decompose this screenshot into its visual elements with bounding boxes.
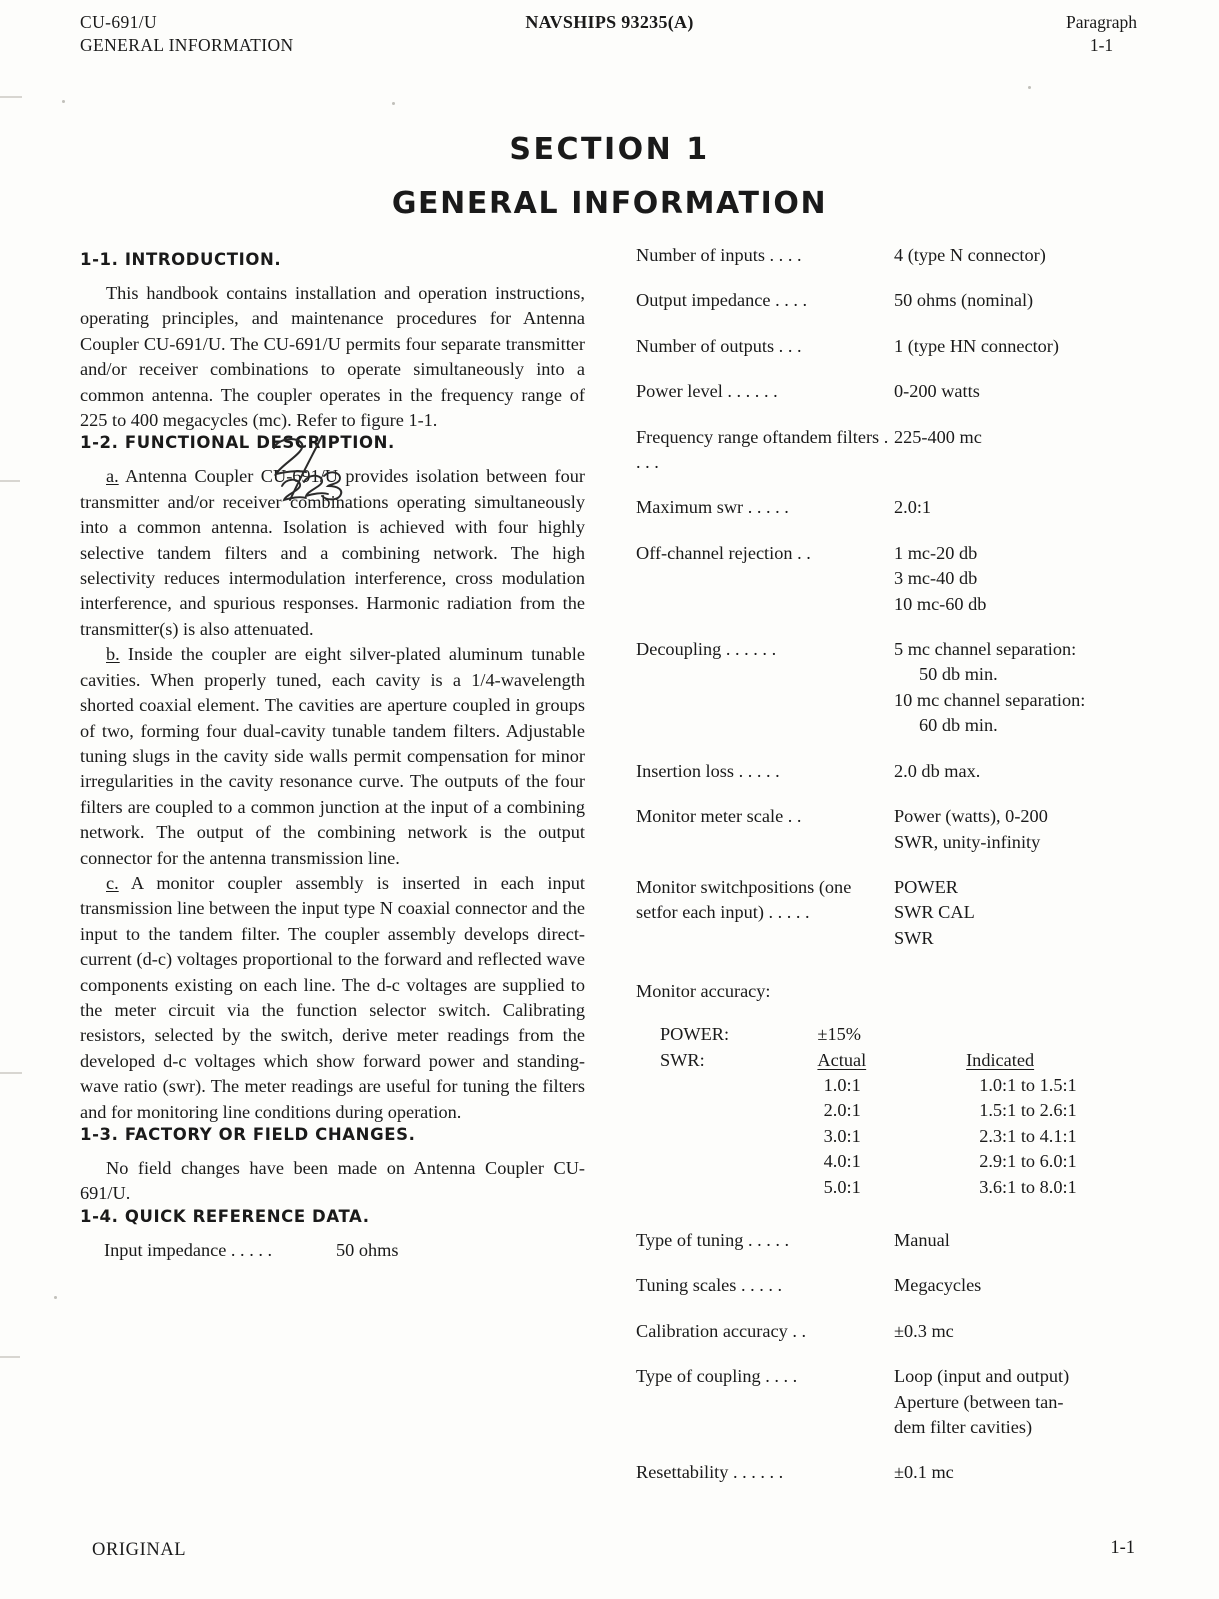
accuracy-indicated: 2.3:1 to 4.1:1 xyxy=(979,1125,1077,1146)
text-line: Insertion loss . . . . . xyxy=(636,760,780,781)
spec-row xyxy=(636,1319,1141,1344)
text-line: 50 db min. xyxy=(919,664,998,685)
spec-row xyxy=(636,243,1141,268)
accuracy-indicated: 3.6:1 to 8.0:1 xyxy=(979,1176,1077,1197)
accuracy-cell xyxy=(660,1175,806,1200)
text-line: Frequency range of xyxy=(636,426,779,447)
margin-scuff xyxy=(0,1356,20,1358)
accuracy-cell: Actual xyxy=(817,1049,867,1070)
text-line: Megacycles xyxy=(894,1275,982,1296)
margin-scuff xyxy=(0,96,22,98)
specification-list xyxy=(636,243,1141,951)
text-line: ±0.3 mc xyxy=(894,1320,954,1341)
spec-value xyxy=(894,1273,1134,1298)
accuracy-cell: Indicated xyxy=(966,1049,1035,1070)
spec-value xyxy=(894,495,1134,520)
accuracy-row xyxy=(660,1175,1141,1200)
text-line: Monitor meter scale . . xyxy=(636,806,802,827)
monitor-accuracy-table xyxy=(660,1022,1141,1200)
paragraph-c xyxy=(80,871,585,1125)
accuracy-row xyxy=(660,1098,1141,1123)
spec-value xyxy=(894,288,1134,313)
item-letter-b: b. xyxy=(106,644,120,665)
running-head-left-line1: CU-691/U xyxy=(80,12,158,32)
accuracy-row xyxy=(660,1022,1141,1047)
accuracy-cell xyxy=(660,1073,806,1098)
text-line: tandem filters . . . . xyxy=(636,426,889,473)
text-line: Type of coupling . . . . xyxy=(636,1366,798,1387)
text-line: 2.0 db max. xyxy=(894,760,981,781)
text-line: POWER xyxy=(894,876,958,897)
accuracy-row xyxy=(660,1124,1141,1149)
text-line: Monitor switch xyxy=(636,876,749,897)
paragraph-b xyxy=(80,642,585,871)
spec-label xyxy=(636,288,894,313)
spec-row xyxy=(636,1228,1141,1253)
spec-label xyxy=(636,379,894,404)
spec-value xyxy=(894,379,1134,404)
accuracy-cell: SWR: xyxy=(660,1049,705,1070)
text-line: Power (watts), 0-200 xyxy=(894,806,1048,827)
accuracy-actual: 3.0:1 xyxy=(823,1125,861,1146)
text-line: 4 (type N connector) xyxy=(894,245,1046,265)
paragraph-factory-field-changes: No field changes have been made on Antenna Coupler CU-691/U. xyxy=(80,1158,585,1204)
spec-label xyxy=(636,495,894,520)
text-line: 50 ohms (nominal) xyxy=(894,290,1034,311)
spec-label xyxy=(636,541,894,566)
running-head-center: NAVSHIPS 93235(A) xyxy=(525,12,694,32)
accuracy-cell: POWER: xyxy=(660,1024,730,1045)
text-line: 5 mc channel separation: xyxy=(894,639,1077,660)
margin-speck xyxy=(1028,86,1031,89)
text-line: Number of outputs . . . xyxy=(636,335,802,356)
specification-list-continued xyxy=(636,1228,1141,1486)
spec-label xyxy=(636,1273,894,1298)
accuracy-cell xyxy=(966,1022,1141,1047)
spec-row xyxy=(636,288,1141,313)
item-letter-a: a. xyxy=(106,466,119,487)
spec-value xyxy=(894,1228,1134,1253)
text-line: positions (one set xyxy=(636,876,852,923)
accuracy-actual: 5.0:1 xyxy=(823,1176,861,1197)
accuracy-cell xyxy=(660,1098,806,1123)
spec-value xyxy=(894,759,1134,784)
text-line: Output impedance . . . . xyxy=(636,290,808,311)
section-title: SECTION 1 xyxy=(509,132,710,167)
text-line: Power level . . . . . . xyxy=(636,381,778,402)
accuracy-indicated: 1.5:1 to 2.6:1 xyxy=(979,1100,1077,1121)
spec-label xyxy=(636,804,894,829)
spec-row xyxy=(636,1364,1141,1440)
spec-value xyxy=(894,334,1134,359)
spec-label xyxy=(636,1460,894,1485)
footer-original: ORIGINAL xyxy=(92,1540,187,1560)
text-line: Decoupling . . . . . . xyxy=(636,639,777,660)
accuracy-actual: 2.0:1 xyxy=(823,1100,861,1121)
text-line: SWR CAL xyxy=(894,902,975,923)
footer-page-number: 1-1 xyxy=(1110,1538,1135,1558)
spec-value xyxy=(894,1460,1134,1485)
spec-row xyxy=(636,541,1141,617)
text-line: 1 mc-20 db xyxy=(894,542,978,563)
spec-row xyxy=(636,379,1141,404)
accuracy-row xyxy=(660,1048,1141,1073)
running-head-right-line2: 1-1 xyxy=(1089,35,1114,55)
text-line: Loop (input and output) xyxy=(894,1366,1070,1387)
spec-label xyxy=(636,243,894,268)
paragraph-c-text: A monitor coupler assembly is inserted in each input transmission line between the input type N coaxial connector and the input to the tandem filter. The coupler assembly develops direct-current (d-c) voltages proportional to the forward and reflected wave components existing on each line. The d-c voltages are supplied to the meter circuit via the function selector switch. Calibrating resistors, selected by the switch, derive meter readings from the developed d-c voltages which show forward power and standing-wave ratio (swr). The meter readings are useful for tuning the filters and for monitoring line conditions during operation. xyxy=(80,872,585,1122)
running-head-right-line1: Paragraph xyxy=(1066,12,1137,32)
text-line: for each input) . . . . . xyxy=(656,902,810,923)
text-line: 10 mc-60 db xyxy=(894,593,987,614)
spec-row xyxy=(636,875,1141,951)
spec-row xyxy=(636,425,1141,476)
spec-row xyxy=(636,1273,1141,1298)
text-line: SWR xyxy=(894,927,934,948)
margin-scuff xyxy=(0,1072,22,1074)
text-line: Type of tuning . . . . . xyxy=(636,1229,790,1250)
text-line: Tuning scales . . . . . xyxy=(636,1275,783,1296)
spec-row xyxy=(636,637,1141,739)
spec-label xyxy=(636,637,894,662)
accuracy-cell: ±15% xyxy=(817,1024,861,1045)
spec-value xyxy=(894,804,1134,855)
text-line: 10 mc channel separation: xyxy=(894,689,1086,710)
accuracy-cell xyxy=(660,1149,806,1174)
margin-scuff xyxy=(0,480,20,482)
accuracy-row xyxy=(660,1149,1141,1174)
spec-row xyxy=(636,759,1141,784)
spec-label xyxy=(636,334,894,359)
text-line: SWR, unity-infinity xyxy=(894,831,1041,852)
paragraph-b-text: Inside the coupler are eight silver-plated aluminum tunable cavities. When properly tuned, each cavity is a 1/4-wavelength shorted coaxial element. The cavities are aperture coupled in groups of two, forming four dual-cavity tunable tandem filters. Adjustable tuning slugs in the cavity side walls permit compensation for minor irregularities in the cavity resonance curve. The outputs of the four filters are coupled to a common junction at the input of a combining network. The output of the combining network is the output connector for the antenna transmission line. xyxy=(80,644,585,868)
text-line: dem filter cavities) xyxy=(894,1417,1033,1437)
accuracy-indicated: 1.0:1 to 1.5:1 xyxy=(979,1074,1077,1095)
text-line: 1 (type HN connector) xyxy=(894,335,1059,356)
heading-quick-reference-data: 1-4. QUICK REFERENCE DATA. xyxy=(80,1206,370,1226)
spec-label: Input impedance . . . . . xyxy=(104,1239,273,1260)
margin-speck xyxy=(392,102,395,105)
accuracy-row xyxy=(660,1073,1141,1098)
text-line: ±0.1 mc xyxy=(894,1462,954,1483)
text-line: 0-200 watts xyxy=(894,381,980,402)
left-column xyxy=(80,250,585,1263)
spec-value xyxy=(894,1319,1134,1344)
spec-label xyxy=(636,1228,894,1253)
item-letter-c: c. xyxy=(106,872,119,893)
right-column xyxy=(636,243,1141,1506)
accuracy-indicated: 2.9:1 to 6.0:1 xyxy=(979,1151,1077,1172)
text-line: 3 mc-40 db xyxy=(894,568,978,589)
accuracy-cell xyxy=(660,1124,806,1149)
spec-label xyxy=(636,875,894,926)
spec-label xyxy=(636,1364,894,1389)
text-line: Maximum swr . . . . . xyxy=(636,497,789,518)
text-line: Calibration accuracy . . xyxy=(636,1320,807,1341)
text-line: Manual xyxy=(894,1229,950,1250)
spec-value: 50 ohms xyxy=(336,1239,399,1260)
margin-speck xyxy=(54,1296,57,1299)
spec-row xyxy=(636,495,1141,520)
text-line: Aperture (between tan- xyxy=(894,1391,1064,1412)
running-head xyxy=(0,8,1219,68)
text-line: Resettability . . . . . . xyxy=(636,1462,784,1483)
spec-row xyxy=(636,1460,1141,1485)
paragraph-a-text: Antenna Coupler CU-691/U provides isolation between four transmitter and/or receiver combinations operating simultaneously into a common antenna. Isolation is achieved with four highly selective tandem filters and a combining network. The high selectivity reduces intermodulation interference, cross modulation interference, and spurious responses. Harmonic radiation from the transmitter(s) is also attenuated. xyxy=(80,466,585,639)
section-subtitle: GENERAL INFORMATION xyxy=(391,186,828,221)
heading-introduction: 1-1. INTRODUCTION. xyxy=(80,250,282,269)
spec-value xyxy=(894,875,1134,951)
spec-label xyxy=(636,1319,894,1344)
spec-value xyxy=(894,637,1134,739)
spec-row xyxy=(636,804,1141,855)
monitor-accuracy-title: Monitor accuracy: xyxy=(636,981,771,1002)
text-line: 2.0:1 xyxy=(894,497,932,518)
accuracy-actual: 4.0:1 xyxy=(823,1151,861,1172)
paragraph-introduction: This handbook contains installation and operation instructions, operating principles, and maintenance procedures for Antenna Coupler CU-691/U. The CU-691/U permits four separate transmitter and/or receiver combinations to operate simultaneously into a common antenna. The coupler operates in the frequency range of 225 to 400 megacycles (mc). Refer to figure 1-1. xyxy=(80,283,585,431)
text-line: 60 db min. xyxy=(919,715,998,736)
heading-functional-description: 1-2. FUNCTIONAL DESCRIPTION. xyxy=(80,433,395,453)
spec-label xyxy=(636,425,894,476)
text-line: Off-channel rejection . . xyxy=(636,542,811,563)
spec-value xyxy=(894,243,1134,268)
spec-label xyxy=(636,759,894,784)
spec-row xyxy=(636,334,1141,359)
accuracy-actual: 1.0:1 xyxy=(823,1074,861,1095)
text-line: Number of inputs . . . . xyxy=(636,245,802,265)
spec-value xyxy=(894,541,1134,617)
heading-factory-field-changes: 1-3. FACTORY OR FIELD CHANGES. xyxy=(80,1125,416,1144)
spec-value xyxy=(894,425,1134,450)
spec-value xyxy=(894,1364,1134,1440)
running-head-right xyxy=(1066,11,1137,57)
text-line: 225-400 mc xyxy=(894,426,982,447)
paragraph-a xyxy=(80,464,585,642)
spec-input-impedance xyxy=(104,1238,585,1263)
margin-speck xyxy=(62,100,65,103)
running-head-left-line2: GENERAL INFORMATION xyxy=(80,35,294,55)
